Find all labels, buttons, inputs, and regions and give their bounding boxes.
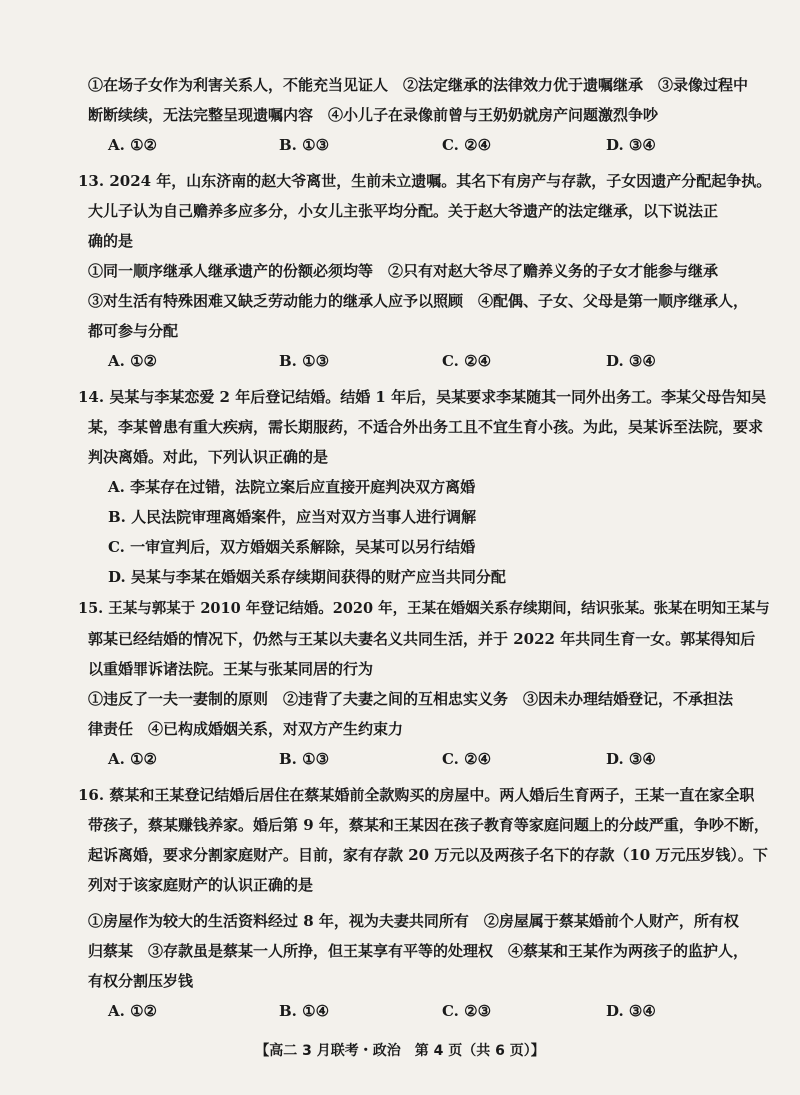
q15-option-c[interactable]: C. ②④	[442, 750, 492, 768]
q12-line-2: 断断续续，无法完整呈现遗嘱内容 ④小儿子在录像前曾与王奶奶就房产问题激烈争吵	[88, 106, 659, 124]
q15-line-3: 以重婚罪诉诸法院。王某与张某同居的行为	[88, 660, 374, 678]
q14-option-a[interactable]: A. 李某存在过错，法院立案后应直接开庭判决双方离婚	[108, 478, 476, 496]
q16-line-4: 列对于该家庭财产的认识正确的是	[88, 876, 314, 894]
q13-line-4: ①同一顺序继承人继承遗产的份额必须均等 ②只有对赵大爷尽了赡养义务的子女才能参与继承	[88, 262, 719, 280]
q13-option-c[interactable]: C. ②④	[442, 352, 492, 370]
q16-line-7: 有权分割压岁钱	[88, 972, 194, 990]
q15-line-4: ①违反了一夫一妻制的原则 ②违背了夫妻之间的互相忠实义务 ③因未办理结婚登记，不承担法	[88, 690, 734, 708]
q16-option-b[interactable]: B. ①④	[279, 1002, 330, 1020]
q16-option-a[interactable]: A. ①②	[108, 1002, 157, 1020]
q12-option-d[interactable]: D. ③④	[606, 136, 656, 154]
q16-line-2: 带孩子，蔡某赚钱养家。婚后第 9 年，蔡某和王某因在孩子教育等家庭问题上的分歧严重，争吵不断，	[88, 816, 769, 834]
q15-option-b[interactable]: B. ①③	[279, 750, 330, 768]
q15-line-2: 郭某已经结婚的情况下，仍然与王某以夫妻名义共同生活，并于 2022 年共同生育一女。郭某得知后	[88, 630, 756, 648]
q16-line-3: 起诉离婚，要求分割家庭财产。目前，家有存款 20 万元以及两孩子名下的存款（10 万元压岁钱）。下	[88, 846, 768, 864]
q13-option-b[interactable]: B. ①③	[279, 352, 330, 370]
q16-line-6: 归蔡某 ③存款虽是蔡某一人所挣，但王某享有平等的处理权 ④蔡某和王某作为两孩子的监护人，	[88, 942, 749, 960]
q14-option-d[interactable]: D. 吴某与李某在婚姻关系存续期间获得的财产应当共同分配	[108, 568, 506, 586]
q13-option-d[interactable]: D. ③④	[606, 352, 656, 370]
q15-line-5: 律责任 ④已构成婚姻关系，对双方产生约束力	[88, 720, 404, 738]
q16-line-5: ①房屋作为较大的生活资料经过 8 年，视为夫妻共同所有 ②房屋属于蔡某婚前个人财产，所有权	[88, 912, 739, 930]
q12-option-a[interactable]: A. ①②	[108, 136, 157, 154]
q13-option-a[interactable]: A. ①②	[108, 352, 157, 370]
q14-line-3: 判决离婚。对此，下列认识正确的是	[88, 448, 329, 466]
q16-option-c[interactable]: C. ②③	[442, 1002, 492, 1020]
q13-line-6: 都可参与分配	[88, 322, 179, 340]
q16-line-1: 16. 蔡某和王某登记结婚后居住在蔡某婚前全款购买的房屋中。两人婚后生育两子，王某一直在家全职	[78, 786, 755, 804]
q14-option-b[interactable]: B. 人民法院审理离婚案件，应当对双方当事人进行调解	[108, 508, 477, 526]
q13-line-1: 13. 2024 年，山东济南的赵大爷离世，生前未立遗嘱。其名下有房产与存款，子女因遗产分配起争执。	[78, 172, 772, 190]
q15-line-1: 15. 王某与郭某于 2010 年登记结婚。2020 年，王某在婚姻关系存续期间，结识张某。张某在明知王某与	[78, 600, 770, 617]
q14-line-2: 某，李某曾患有重大疾病，需长期服药，不适合外出务工且不宜生育小孩。为此，吴某诉至法院，要求	[88, 418, 764, 436]
q12-option-b[interactable]: B. ①③	[279, 136, 330, 154]
q12-line-1: ①在场子女作为利害关系人，不能充当见证人 ②法定继承的法律效力优于遗嘱继承 ③录像过程中	[88, 76, 749, 94]
q14-line-1: 14. 吴某与李某恋爱 2 年后登记结婚。结婚 1 年后，吴某要求李某随其一同外出务工。李某父母告知吴	[78, 388, 767, 406]
q12-option-c[interactable]: C. ②④	[442, 136, 492, 154]
q14-option-c[interactable]: C. 一审宣判后，双方婚姻关系解除，吴某可以另行结婚	[108, 538, 476, 556]
q16-option-d[interactable]: D. ③④	[606, 1002, 656, 1020]
q13-line-3: 确的是	[88, 232, 134, 250]
q13-line-2: 大儿子认为自己赡养多应多分，小女儿主张平均分配。关于赵大爷遗产的法定继承，以下说法正	[88, 202, 719, 220]
page-footer: 【高二 3 月联考・政治 第 4 页（共 6 页）】	[255, 1043, 545, 1059]
q15-option-d[interactable]: D. ③④	[606, 750, 656, 768]
q15-option-a[interactable]: A. ①②	[108, 750, 157, 768]
q13-line-5: ③对生活有特殊困难又缺乏劳动能力的继承人应予以照顾 ④配偶、子女、父母是第一顺序继承人，	[88, 292, 749, 310]
